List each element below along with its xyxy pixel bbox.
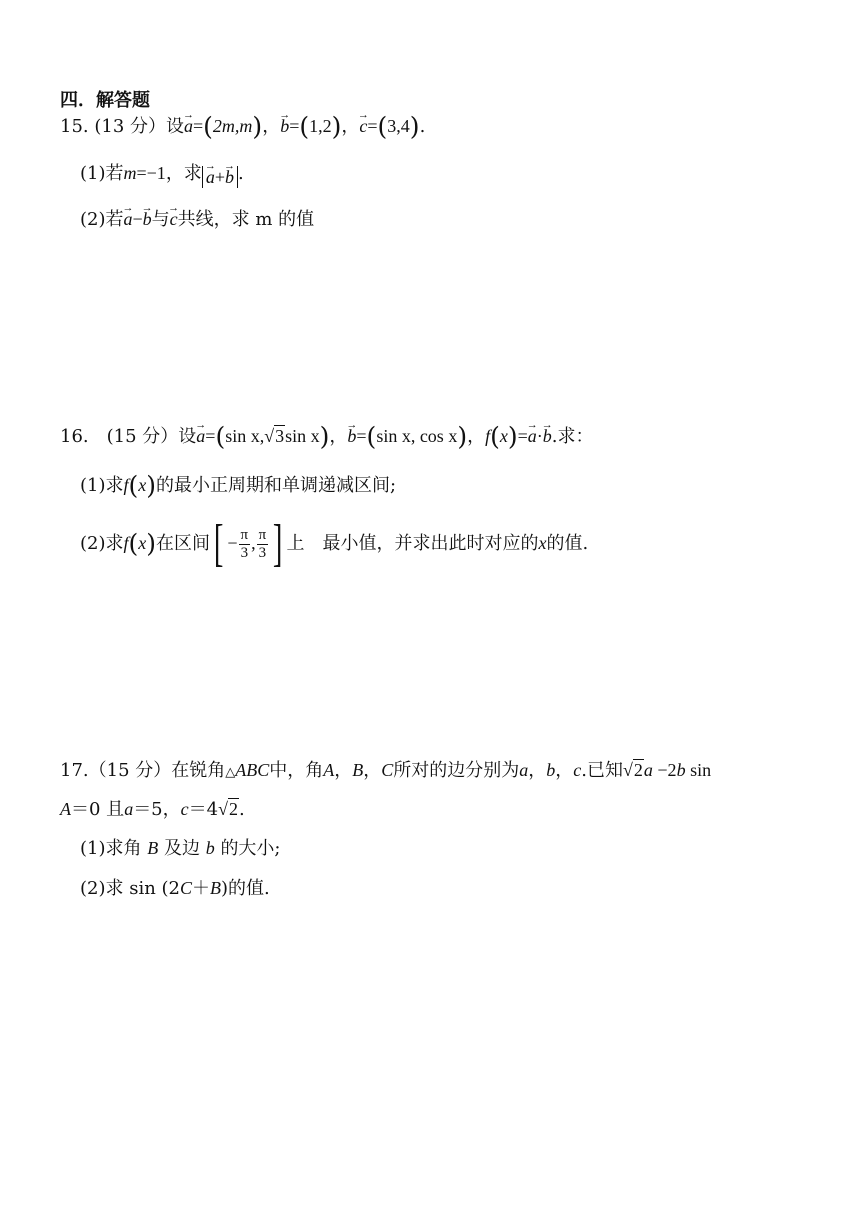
fraction-pi-3: $\frac{\pi}{3}$ xyxy=(258,526,267,561)
q15-part2: (2)若→ a−→ b与→ c共线，求 m 的值 xyxy=(80,207,314,232)
q17-part1: (1)求角 B 及边 b 的大小; xyxy=(80,838,281,859)
magnitude-bars: → a+→ b xyxy=(202,166,238,188)
q16-stem: 16. (15 分）设→ a=(sin x,√3sin x)，→ b=(sin x, cos x)，f(x)=→ a·→ b.求： xyxy=(60,424,594,449)
q17-stem-line1: 17.（15 分）在锐角△ABC中，角A，B，C所对的边分别为a，b，c.已知√2a −2b sin xyxy=(60,760,712,781)
q15-stem: 15. (13 分）设→ a=(2m,m)，→ b=(1,2)，→ c=(3,4). xyxy=(60,114,425,139)
fraction-pi-3: $\frac{\pi}{3}$ xyxy=(240,526,249,561)
q16-part1: (1)求f(x)的最小正周期和单调递减区间; xyxy=(80,471,397,500)
section-heading: 四．解答题 xyxy=(60,90,150,111)
vector-b: → b xyxy=(280,114,289,138)
q17-stem-line2: A＝0 且a＝5，c＝4√2. xyxy=(60,799,245,820)
vector-a: → a xyxy=(184,114,193,138)
right-bracket: ] xyxy=(273,515,283,572)
sqrt-radicand: 3 xyxy=(275,426,285,446)
vector-c: → c xyxy=(359,114,367,138)
q17-part2: (2)求 sin (2C＋B)的值. xyxy=(80,878,270,899)
q16-part2: (2)求f(x)在区间[ − $\frac{\pi}{3}$ , $\frac{\pi}{3}$ ] 上 最小值，并求出此时对应的x的值. xyxy=(80,515,589,572)
left-bracket: [ xyxy=(213,515,224,572)
q15-part1: (1)若m=−1，求→ a+→ b . xyxy=(80,161,244,188)
